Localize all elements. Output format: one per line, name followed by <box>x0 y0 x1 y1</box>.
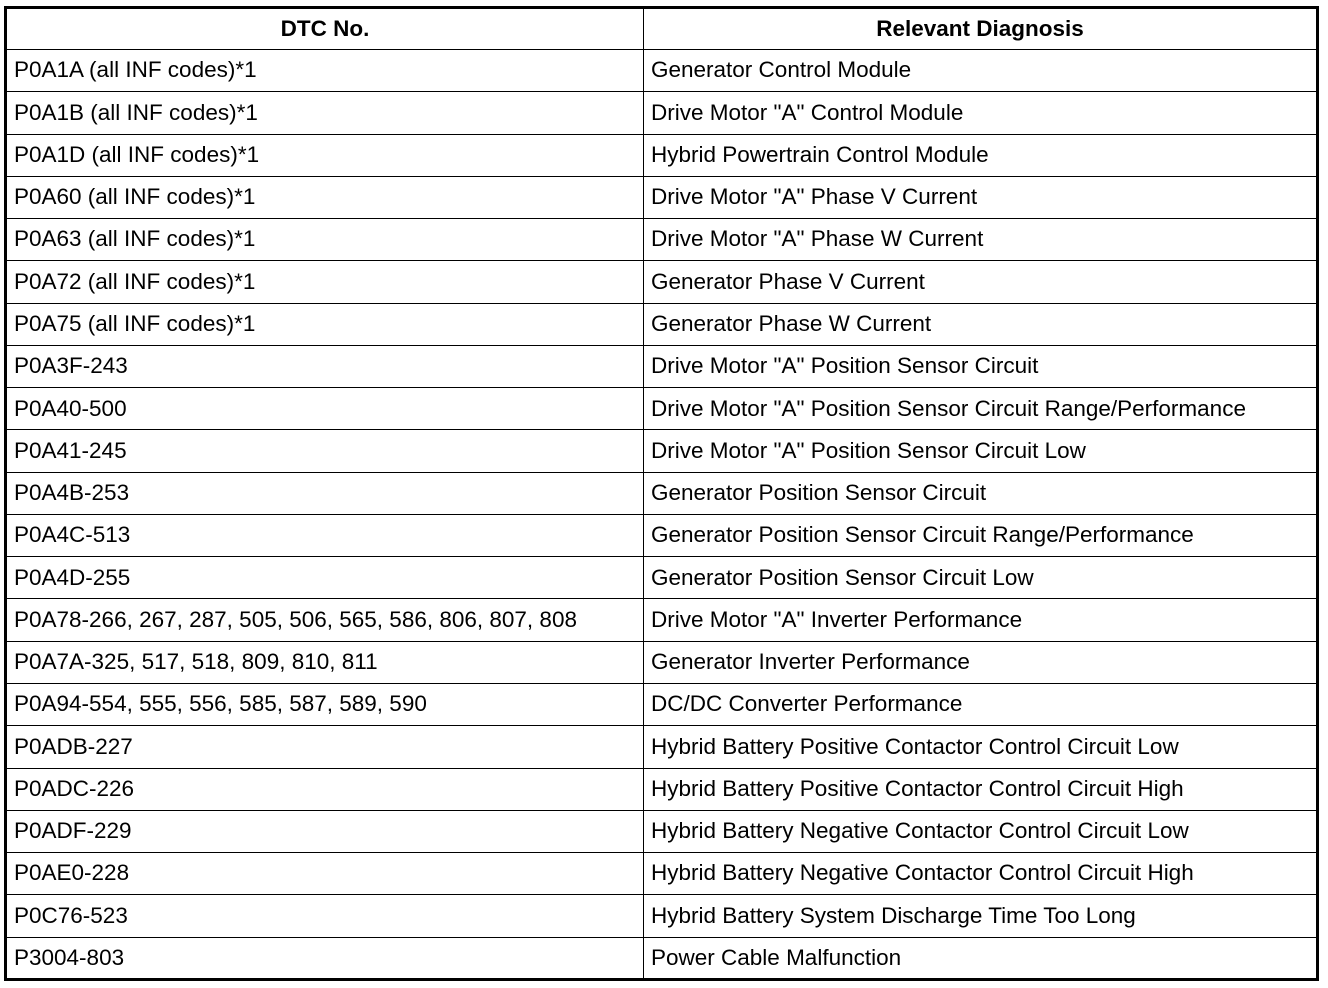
table-row <box>6 345 1318 387</box>
dtc-cell: P0A40-500 <box>6 388 644 430</box>
table-row <box>6 472 1318 514</box>
dtc-cell: P3004-803 <box>6 937 644 979</box>
table-row <box>6 303 1318 345</box>
diagnosis-cell: Generator Inverter Performance <box>644 641 1318 683</box>
diagnosis-cell: Generator Position Sensor Circuit Range/Performance <box>644 514 1318 556</box>
dtc-cell: P0A94-554, 555, 556, 585, 587, 589, 590 <box>6 683 644 725</box>
header-row <box>6 8 1318 50</box>
table-row <box>6 219 1318 261</box>
header-relevant-diagnosis: Relevant Diagnosis <box>644 8 1318 50</box>
dtc-table <box>4 6 1319 981</box>
dtc-cell: P0A7A-325, 517, 518, 809, 810, 811 <box>6 641 644 683</box>
table-row <box>6 134 1318 176</box>
table-row <box>6 92 1318 134</box>
diagnosis-cell: Generator Position Sensor Circuit <box>644 472 1318 514</box>
dtc-cell: P0A72 (all INF codes)*1 <box>6 261 644 303</box>
dtc-cell: P0A63 (all INF codes)*1 <box>6 219 644 261</box>
diagnosis-cell: Generator Phase W Current <box>644 303 1318 345</box>
table-row <box>6 937 1318 979</box>
header-dtc-no: DTC No. <box>6 8 644 50</box>
table-row <box>6 895 1318 937</box>
dtc-cell: P0A4B-253 <box>6 472 644 514</box>
table-row <box>6 50 1318 92</box>
diagnosis-cell: Hybrid Battery Positive Contactor Control Circuit High <box>644 768 1318 810</box>
table-row <box>6 557 1318 599</box>
table-row <box>6 853 1318 895</box>
dtc-cell: P0ADB-227 <box>6 726 644 768</box>
table-row <box>6 599 1318 641</box>
diagnosis-cell: Hybrid Battery Positive Contactor Control Circuit Low <box>644 726 1318 768</box>
table-row <box>6 768 1318 810</box>
diagnosis-cell: Generator Control Module <box>644 50 1318 92</box>
table-row <box>6 726 1318 768</box>
diagnosis-cell: Hybrid Battery Negative Contactor Control Circuit High <box>644 853 1318 895</box>
diagnosis-cell: Hybrid Battery System Discharge Time Too Long <box>644 895 1318 937</box>
diagnosis-cell: Generator Phase V Current <box>644 261 1318 303</box>
table-row <box>6 514 1318 556</box>
dtc-cell: P0A60 (all INF codes)*1 <box>6 176 644 218</box>
dtc-cell: P0A1D (all INF codes)*1 <box>6 134 644 176</box>
dtc-cell: P0ADF-229 <box>6 810 644 852</box>
dtc-cell: P0A1A (all INF codes)*1 <box>6 50 644 92</box>
diagnosis-cell: Drive Motor "A" Position Sensor Circuit Range/Performance <box>644 388 1318 430</box>
diagnosis-cell: Drive Motor "A" Inverter Performance <box>644 599 1318 641</box>
dtc-cell: P0A4C-513 <box>6 514 644 556</box>
dtc-cell: P0C76-523 <box>6 895 644 937</box>
table-header <box>6 8 1318 50</box>
table-row <box>6 176 1318 218</box>
table-body <box>6 50 1318 980</box>
diagnosis-cell: Hybrid Powertrain Control Module <box>644 134 1318 176</box>
diagnosis-cell: Drive Motor "A" Phase W Current <box>644 219 1318 261</box>
dtc-cell: P0A75 (all INF codes)*1 <box>6 303 644 345</box>
dtc-cell: P0A4D-255 <box>6 557 644 599</box>
diagnosis-cell: Drive Motor "A" Position Sensor Circuit <box>644 345 1318 387</box>
table-row <box>6 683 1318 725</box>
diagnosis-cell: Drive Motor "A" Control Module <box>644 92 1318 134</box>
diagnosis-cell: Generator Position Sensor Circuit Low <box>644 557 1318 599</box>
diagnosis-cell: Hybrid Battery Negative Contactor Control Circuit Low <box>644 810 1318 852</box>
diagnosis-cell: Drive Motor "A" Position Sensor Circuit Low <box>644 430 1318 472</box>
dtc-cell: P0A41-245 <box>6 430 644 472</box>
diagnosis-cell: Power Cable Malfunction <box>644 937 1318 979</box>
dtc-cell: P0AE0-228 <box>6 853 644 895</box>
diagnosis-cell: Drive Motor "A" Phase V Current <box>644 176 1318 218</box>
table-row <box>6 810 1318 852</box>
dtc-cell: P0ADC-226 <box>6 768 644 810</box>
dtc-cell: P0A78-266, 267, 287, 505, 506, 565, 586, 806, 807, 808 <box>6 599 644 641</box>
table-row <box>6 261 1318 303</box>
table-row <box>6 388 1318 430</box>
dtc-cell: P0A1B (all INF codes)*1 <box>6 92 644 134</box>
table-row <box>6 641 1318 683</box>
dtc-cell: P0A3F-243 <box>6 345 644 387</box>
table-row <box>6 430 1318 472</box>
diagnosis-cell: DC/DC Converter Performance <box>644 683 1318 725</box>
